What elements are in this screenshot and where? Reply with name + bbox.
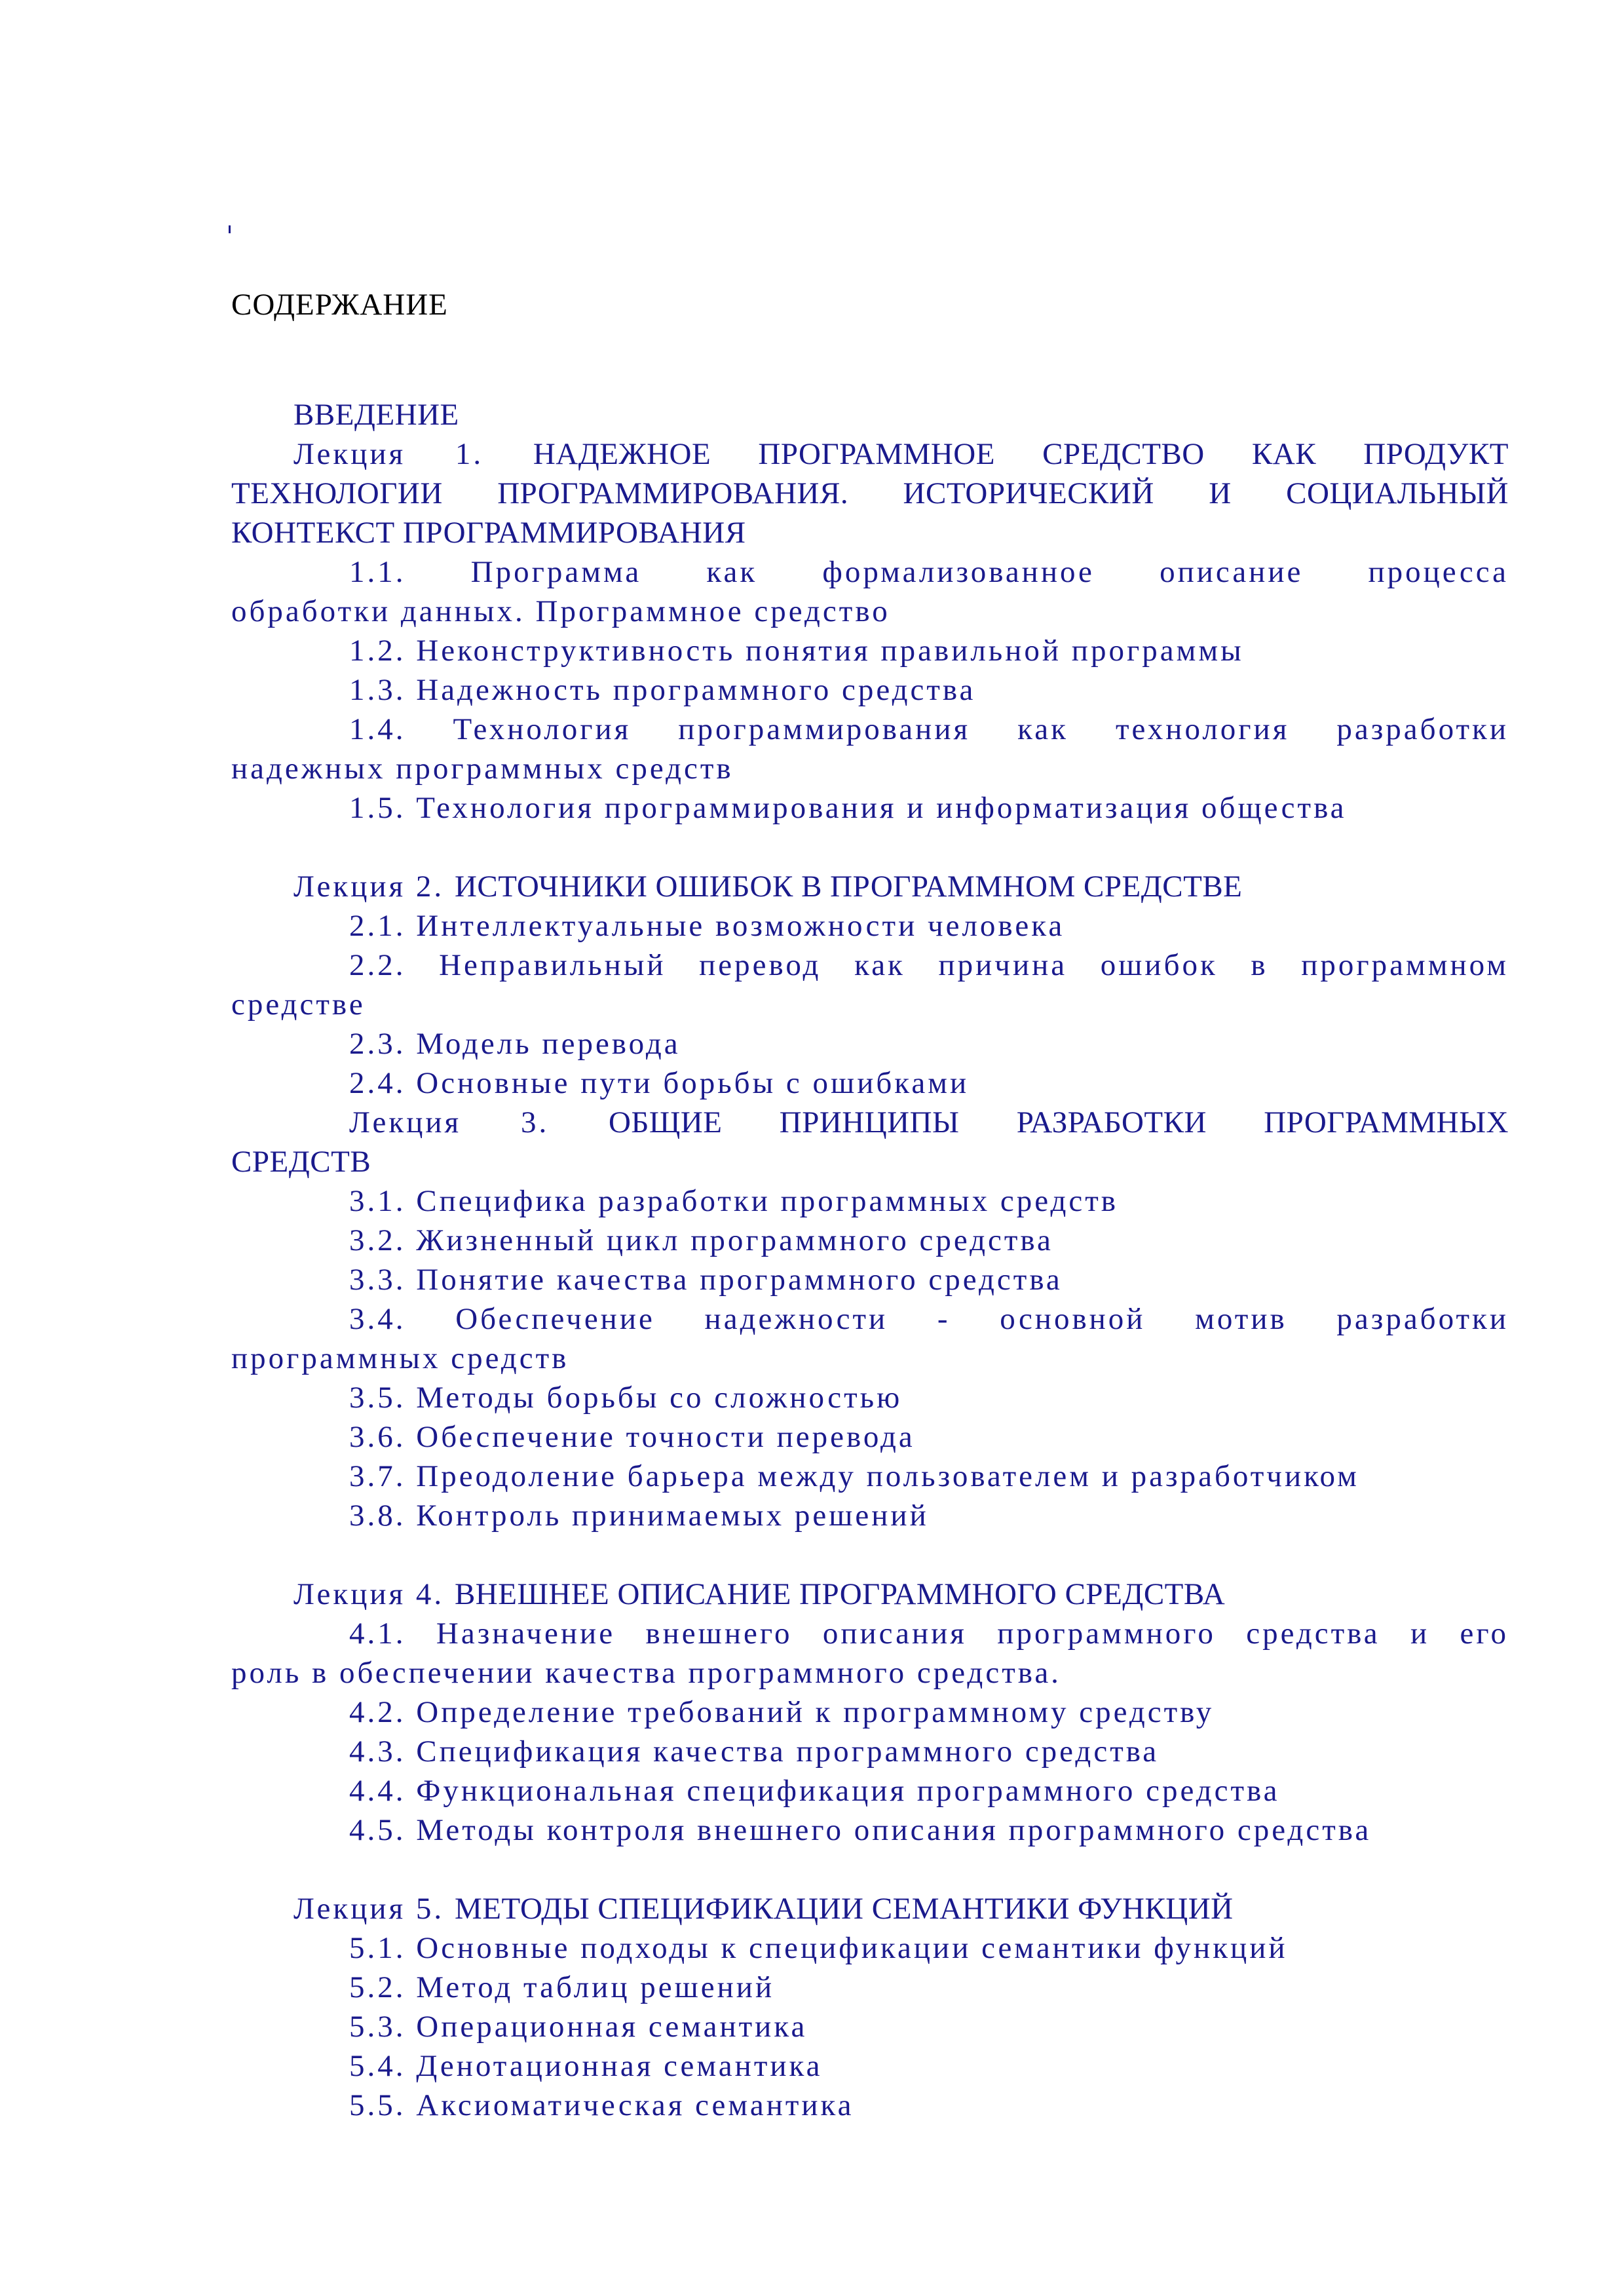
toc-3-6[interactable]: 3.6. Обеспечение точности перевода [349,1420,915,1454]
toc-lecture-4[interactable] [231,1575,1509,1614]
lecture-3-prefix: Лекция 3. [349,1105,550,1139]
toc-2-1[interactable]: 2.1. Интеллектуальные возможности человека [349,909,1065,943]
toc-lecture-1-line-1[interactable] [231,434,1509,474]
toc-4-5[interactable]: 4.5. Методы контроля внешнего описания программного средства [349,1813,1372,1847]
toc-4-2[interactable]: 4.2. Определение требований к программному средству [349,1695,1215,1729]
lecture-5-prefix: Лекция 5. [293,1892,445,1926]
toc-3-4-line-2[interactable]: программных средств [231,1341,569,1375]
toc-3-5[interactable]: 3.5. Методы борьбы со сложностью [349,1381,903,1415]
toc-5-4[interactable]: 5.4. Денотационная семантика [349,2049,823,2083]
toc-5-2[interactable]: 5.2. Метод таблиц решений [349,1970,775,2004]
lecture-1-prefix: Лекция 1. [293,437,484,471]
toc-lecture-3-line-2[interactable]: СРЕДСТВ [231,1145,371,1179]
toc-1-1-line-1[interactable]: 1.1. Программа как формализованное описание процесса [349,555,1509,589]
lecture-2-title: ИСТОЧНИКИ ОШИБОК В ПРОГРАММНОМ СРЕДСТВЕ [454,870,1243,904]
toc-2-2-line-1[interactable]: 2.2. Неправильный перевод как причина ошибок в программном [349,948,1509,982]
toc-4-1-line-1[interactable]: 4.1. Назначение внешнего описания программного средства и его [349,1617,1509,1651]
toc-3-1[interactable]: 3.1. Специфика разработки программных средств [349,1184,1118,1218]
toc-3-3[interactable]: 3.3. Понятие качества программного средства [349,1263,1063,1297]
toc-2-4[interactable]: 2.4. Основные пути борьбы с ошибками [349,1066,970,1100]
page-mark [229,225,231,233]
toc-lecture-3-line-1[interactable] [231,1103,1509,1142]
toc-1-2[interactable]: 1.2. Неконструктивность понятия правильной программы [349,634,1244,668]
toc-5-5[interactable]: 5.5. Аксиоматическая семантика [349,2088,854,2122]
toc-2-3[interactable]: 2.3. Модель перевода [349,1027,681,1061]
lecture-1-title-part-1: НАДЕЖНОЕ ПРОГРАММНОЕ СРЕДСТВО КАК ПРОДУКТ [533,437,1509,471]
toc-1-3[interactable]: 1.3. Надежность программного средства [349,673,976,707]
toc-lecture-1-line-2[interactable]: ТЕХНОЛОГИИ ПРОГРАММИРОВАНИЯ. ИСТОРИЧЕСКИЙ И СОЦИАЛЬНЫЙ [231,476,1509,510]
toc-lecture-5[interactable] [231,1889,1509,1928]
toc-4-4[interactable]: 4.4. Функциональная спецификация программного средства [349,1774,1280,1808]
toc-4-3[interactable]: 4.3. Спецификация качества программного средства [349,1734,1160,1769]
toc-3-4-line-1[interactable]: 3.4. Обеспечение надежности - основной мотив разработки [349,1302,1509,1336]
toc-2-2-line-2[interactable]: средстве [231,987,366,1022]
toc-1-5[interactable]: 1.5. Технология программирования и информатизация общества [349,791,1347,825]
lecture-4-title: ВНЕШНЕЕ ОПИСАНИЕ ПРОГРАММНОГО СРЕДСТВА [454,1577,1226,1611]
toc-4-1-line-2[interactable]: роль в обеспечении качества программного средства. [231,1656,1061,1690]
toc-1-4-line-2[interactable]: надежных программных средств [231,752,734,786]
toc-5-1[interactable]: 5.1. Основные подходы к спецификации семантики функций [349,1931,1288,1965]
toc-intro[interactable]: ВВЕДЕНИЕ [293,398,459,432]
lecture-4-prefix: Лекция 4. [293,1577,445,1611]
toc-1-1-line-2[interactable]: обработки данных. Программное средство [231,594,890,628]
page-title: СОДЕРЖАНИЕ [231,288,448,322]
toc-3-7[interactable]: 3.7. Преодоление барьера между пользователем и разработчиком [349,1459,1359,1493]
toc-1-4-line-1[interactable]: 1.4. Технология программирования как технология разработки [349,712,1509,746]
toc-3-8[interactable]: 3.8. Контроль принимаемых решений [349,1499,929,1533]
lecture-3-title-part-1: ОБЩИЕ ПРИНЦИПЫ РАЗРАБОТКИ ПРОГРАММНЫХ [608,1105,1509,1139]
toc-3-2[interactable]: 3.2. Жизненный цикл программного средства [349,1223,1053,1257]
lecture-5-title: МЕТОДЫ СПЕЦИФИКАЦИИ СЕМАНТИКИ ФУНКЦИЙ [454,1892,1234,1926]
toc-lecture-1-line-3[interactable]: КОНТЕКСТ ПРОГРАММИРОВАНИЯ [231,516,746,550]
toc-5-3[interactable]: 5.3. Операционная семантика [349,2010,808,2044]
lecture-2-prefix: Лекция 2. [293,870,445,904]
toc-lecture-2[interactable] [231,867,1509,906]
